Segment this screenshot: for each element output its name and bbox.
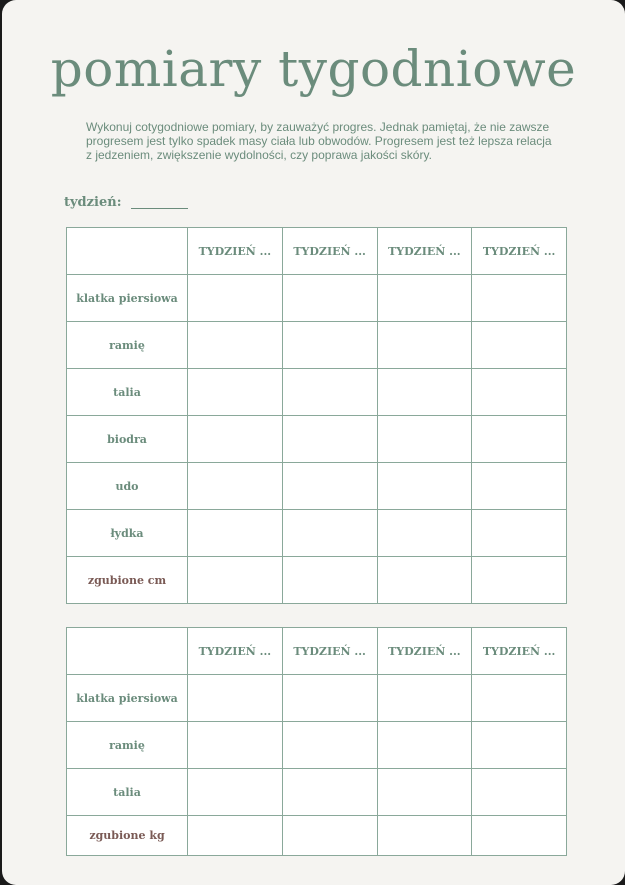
- entry-cell[interactable]: [282, 675, 377, 722]
- row-label: klatka piersiowa: [67, 275, 188, 322]
- week-header: TYDZIEŃ ...: [377, 628, 472, 675]
- entry-cell[interactable]: [377, 722, 472, 769]
- entry-cell[interactable]: [282, 416, 377, 463]
- table-row: [67, 722, 567, 769]
- table-row: [67, 275, 567, 322]
- entry-cell[interactable]: [188, 369, 283, 416]
- row-label: ramię: [67, 322, 188, 369]
- entry-cell[interactable]: [188, 510, 283, 557]
- entry-cell[interactable]: [377, 322, 472, 369]
- table-row: [67, 557, 567, 604]
- measurements-table-kg: [66, 627, 567, 856]
- entry-cell[interactable]: [377, 675, 472, 722]
- week-input-line[interactable]: [131, 208, 188, 209]
- week-header: TYDZIEŃ ...: [282, 628, 377, 675]
- table-row: [67, 769, 567, 816]
- entry-cell[interactable]: [282, 369, 377, 416]
- row-label: klatka piersiowa: [67, 675, 188, 722]
- worksheet-page: [2, 0, 625, 885]
- entry-cell[interactable]: [282, 463, 377, 510]
- table-row: [67, 675, 567, 722]
- entry-cell[interactable]: [188, 769, 283, 816]
- intro-text: Wykonuj cotygodniowe pomiary, by zauważyć progres. Jednak pamiętaj, że nie zawsze progresem jest tylko spadek masy ciała lub obwodów. Progresem jest też lepsza relacja z jedzeniem, zwiększenie wydolności, czy poprawa jakości skóry.: [86, 120, 552, 162]
- table-header-row: [67, 628, 567, 675]
- entry-cell[interactable]: [377, 275, 472, 322]
- week-header: TYDZIEŃ ...: [188, 628, 283, 675]
- entry-cell[interactable]: [188, 557, 283, 604]
- row-label: udo: [67, 463, 188, 510]
- entry-cell[interactable]: [472, 722, 567, 769]
- entry-cell[interactable]: [282, 557, 377, 604]
- week-header: TYDZIEŃ ...: [472, 628, 567, 675]
- week-header: TYDZIEŃ ...: [377, 228, 472, 275]
- entry-cell[interactable]: [472, 275, 567, 322]
- entry-cell[interactable]: [472, 369, 567, 416]
- table-row: [67, 816, 567, 856]
- entry-cell[interactable]: [472, 322, 567, 369]
- table-row: [67, 322, 567, 369]
- row-label-total: zgubione cm: [67, 557, 188, 604]
- corner-cell: [67, 628, 188, 675]
- entry-cell[interactable]: [377, 557, 472, 604]
- entry-cell[interactable]: [377, 416, 472, 463]
- row-label: talia: [67, 369, 188, 416]
- table-header-row: [67, 228, 567, 275]
- entry-cell[interactable]: [472, 510, 567, 557]
- entry-cell[interactable]: [282, 769, 377, 816]
- corner-cell: [67, 228, 188, 275]
- entry-cell[interactable]: [472, 416, 567, 463]
- entry-cell[interactable]: [377, 816, 472, 856]
- row-label: biodra: [67, 416, 188, 463]
- table-row: [67, 463, 567, 510]
- entry-cell[interactable]: [188, 416, 283, 463]
- entry-cell[interactable]: [377, 769, 472, 816]
- entry-cell[interactable]: [282, 275, 377, 322]
- table-row: [67, 510, 567, 557]
- week-header: TYDZIEŃ ...: [472, 228, 567, 275]
- measurements-table-cm: [66, 227, 567, 604]
- entry-cell[interactable]: [472, 557, 567, 604]
- row-label: ramię: [67, 722, 188, 769]
- entry-cell[interactable]: [377, 369, 472, 416]
- row-label: talia: [67, 769, 188, 816]
- entry-cell[interactable]: [188, 463, 283, 510]
- entry-cell[interactable]: [188, 322, 283, 369]
- entry-cell[interactable]: [188, 816, 283, 856]
- row-label: łydka: [67, 510, 188, 557]
- table-row: [67, 416, 567, 463]
- table-row: [67, 369, 567, 416]
- week-header: TYDZIEŃ ...: [188, 228, 283, 275]
- entry-cell[interactable]: [472, 769, 567, 816]
- week-label: tydzień:: [64, 195, 122, 210]
- entry-cell[interactable]: [377, 510, 472, 557]
- entry-cell[interactable]: [188, 675, 283, 722]
- entry-cell[interactable]: [282, 322, 377, 369]
- entry-cell[interactable]: [188, 722, 283, 769]
- entry-cell[interactable]: [188, 275, 283, 322]
- row-label-total: zgubione kg: [67, 816, 188, 856]
- page-title: pomiary tygodniowe: [50, 40, 577, 98]
- entry-cell[interactable]: [282, 722, 377, 769]
- entry-cell[interactable]: [472, 675, 567, 722]
- entry-cell[interactable]: [282, 510, 377, 557]
- entry-cell[interactable]: [472, 816, 567, 856]
- entry-cell[interactable]: [282, 816, 377, 856]
- entry-cell[interactable]: [377, 463, 472, 510]
- entry-cell[interactable]: [472, 463, 567, 510]
- week-header: TYDZIEŃ ...: [282, 228, 377, 275]
